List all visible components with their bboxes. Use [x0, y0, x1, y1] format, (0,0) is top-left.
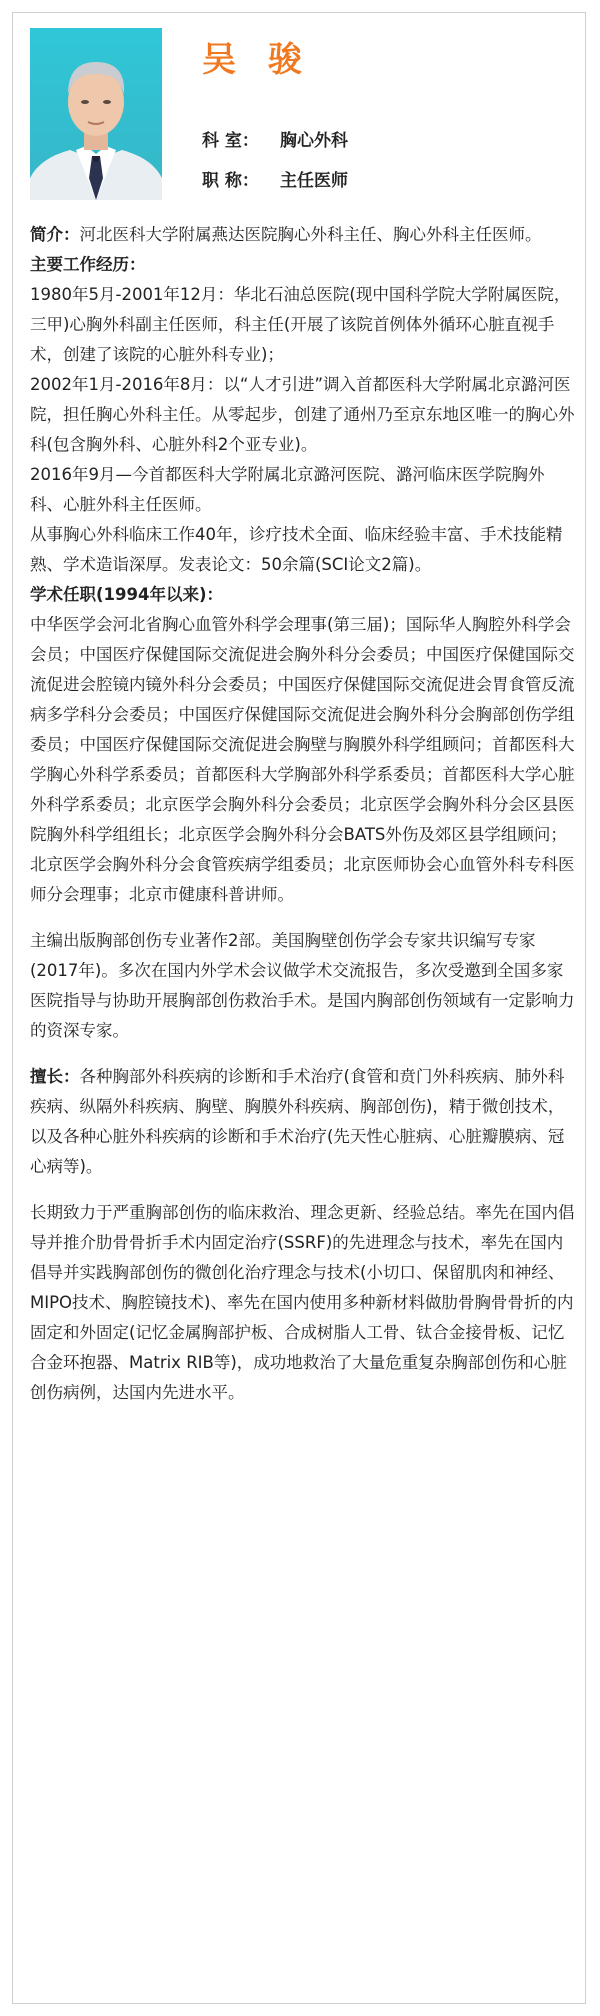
- intro-label: 简介：: [30, 225, 80, 244]
- academic-text: 中华医学会河北省胸心血管外科学会理事(第三届)；国际华人胸腔外科学会会员；中国医疗保健国际交流促进会胸外科分会委员；中国医疗保健国际交流促进会腔镜内镜外科分会委员；中国医疗保健国际交流促进会胃食管反流病多学科分会委员；中国医疗保健国际交流促进会胸外科分会胸部创伤学组委员；中国医疗保健国际交流促进会胸壁与胸膜外科学组顾问；首都医科大学胸心外科学系委员；首都医科大学胸部外科学系委员；首都医科大学心脏外科学系委员；北京医学会胸外科分会委员；北京医学会胸外科分会区县医院胸外科学组组长；北京医学会胸外科分会BATS外伤及郊区县学组顾问；北京医学会胸外科分会食管疾病学组委员；北京医师协会心血管外科专科医师分会理事；北京市健康科普讲师。: [30, 615, 575, 904]
- specialty-label: 擅长：: [30, 1067, 80, 1086]
- doctor-photo: [30, 28, 162, 200]
- experience-item: 从事胸心外科临床工作40年，诊疗技术全面、临床经验丰富、手术技能精熟、学术造诣深厚。发表论文：50余篇(SCI论文2篇)。: [30, 525, 563, 574]
- specialty-text: 各种胸部外科疾病的诊断和手术治疗(食管和贲门外科疾病、肺外科疾病、纵隔外科疾病、胸壁、胸膜外科疾病、胸部创伤)，精于微创技术，以及各种心脏外科疾病的诊断和手术治疗(先天性心脏病、心脏瓣膜病、冠心病等)。: [30, 1067, 565, 1176]
- specialty-paragraph: [30, 1062, 576, 1182]
- intro-paragraph: [30, 220, 576, 250]
- achievements-text: 长期致力于严重胸部创伤的临床救治、理念更新、经验总结。率先在国内倡导并推介肋骨骨折手术内固定治疗(SSRF)的先进理念与技术，率先在国内倡导并实践胸部创伤的微创化治疗理念与技术(小切口、保留肌肉和神经、MIPO技术、胸腔镜技术)、率先在国内使用多种新材料做肋骨胸骨骨折的内固定和外固定(记忆金属胸部护板、合成树脂人工骨、钛合金接骨板、记忆合金环抱器、Matrix RIB等)，成功地救治了大量危重复杂胸部创伤和心脏创伤病例，达国内先进水平。: [30, 1203, 575, 1402]
- publications-text: 主编出版胸部创伤专业著作2部。美国胸壁创伤学会专家共识编写专家(2017年)。多次在国内外学术会议做学术交流报告，多次受邀到全国多家医院指导与协助开展胸部创伤救治手术。是国内胸部创伤领域有一定影响力的资深专家。: [30, 931, 575, 1040]
- experience-heading: 主要工作经历：: [30, 255, 146, 274]
- experience-item: 1980年5月-2001年12月：华北石油总医院(现中国科学院大学附属医院，三甲)心胸外科副主任医师，科主任(开展了该院首例体外循环心脏直视手术，创建了该院的心脏外科专业)；: [30, 285, 571, 364]
- profile-header: [30, 28, 570, 204]
- profile-content: [30, 220, 576, 1408]
- experience-item: 2002年1月-2016年8月：以“人才引进”调入首都医科大学附属北京潞河医院，担任胸心外科主任。从零起步，创建了通州乃至京东地区唯一的胸心外科(包含胸外科、心脏外科2个亚专业)。: [30, 375, 575, 454]
- department-label: 科 室：: [202, 131, 259, 151]
- title-value: 主任医师: [280, 171, 348, 191]
- portrait-illustration: [30, 28, 162, 200]
- academic-heading: 学术任职(1994年以来)：: [30, 585, 224, 604]
- title-label: 职 称：: [202, 171, 259, 191]
- doctor-name: 吴 骏: [202, 40, 312, 80]
- department-value: 胸心外科: [280, 131, 348, 151]
- department-row: [202, 126, 348, 151]
- intro-text: 河北医科大学附属燕达医院胸心外科主任、胸心外科主任医师。: [79, 225, 542, 244]
- experience-item: 2016年9月—今首都医科大学附属北京潞河医院、潞河临床医学院胸外科、心脏外科主任医师。: [30, 465, 545, 514]
- title-row: [202, 166, 348, 191]
